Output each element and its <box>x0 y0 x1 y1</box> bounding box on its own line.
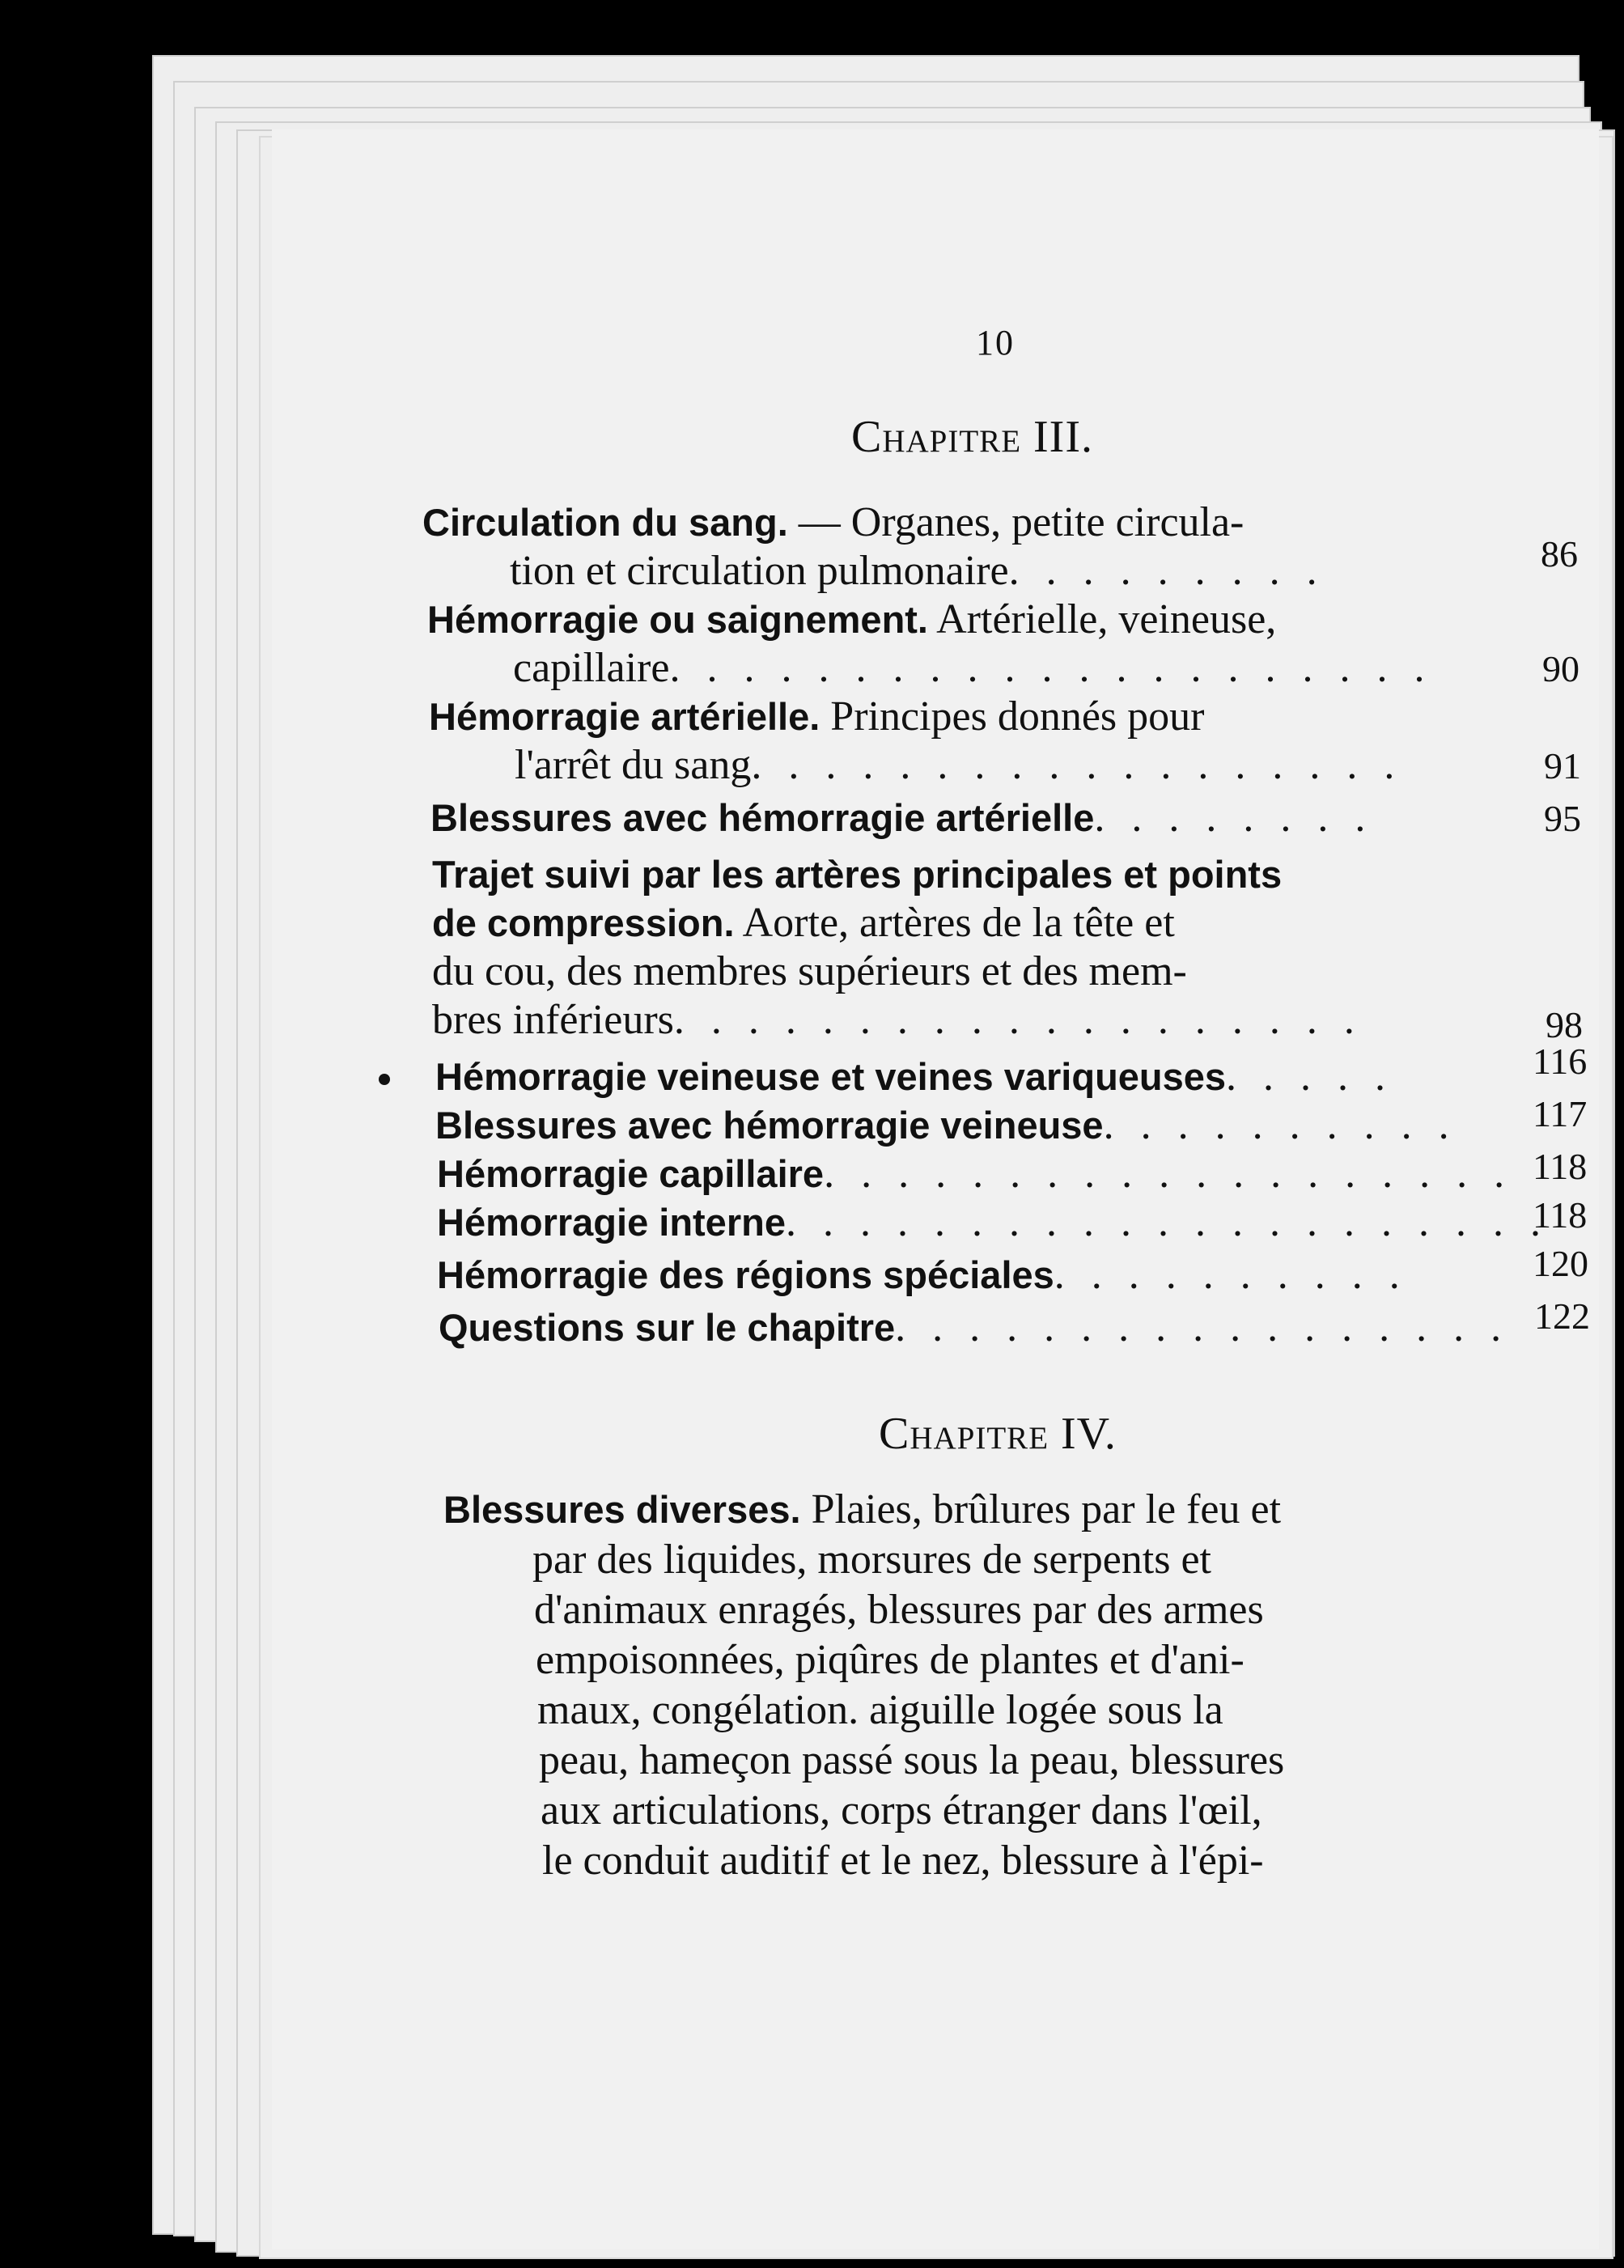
toc-entry-cont: d'animaux enragés, blessures par des armes <box>534 1587 1264 1633</box>
chapter-heading <box>879 1408 1117 1460</box>
toc-page-number: 122 <box>1534 1295 1590 1337</box>
toc-entry-title: Hémorragie artérielle. <box>429 695 820 738</box>
leader-dots: . . . . . . . . . . <box>1054 1252 1408 1298</box>
toc-entry <box>435 1053 1394 1100</box>
toc-entry-text: Artérielle, veineuse, <box>928 596 1277 642</box>
toc-entry-title: Blessures diverses. <box>443 1488 801 1531</box>
toc-entry-title: Hémorragie ou saignement. <box>427 598 928 641</box>
book-page <box>272 129 1599 2249</box>
toc-entry-title: Hémorragie interne <box>437 1201 786 1244</box>
toc-entry-text: bres inférieurs <box>432 997 674 1043</box>
toc-page-number: 118 <box>1533 1146 1588 1187</box>
toc-entry-title: Hémorragie des régions spéciales <box>437 1253 1054 1296</box>
leader-dots: . . . . . . . . . . . . . . . . . . <box>751 742 1403 788</box>
toc-page-number: 86 <box>1541 533 1578 574</box>
toc-entry-title: Hémorragie capillaire <box>437 1152 825 1195</box>
chapter-numeral: III. <box>1033 412 1093 462</box>
chapter-label: Chapitre <box>851 412 1022 462</box>
leader-dots: . . . . . . . . <box>1094 795 1374 841</box>
chapter-label: Chapitre <box>879 1409 1049 1459</box>
toc-entry-cont <box>515 744 1402 786</box>
chapter-numeral: IV. <box>1061 1409 1117 1459</box>
toc-entry <box>429 693 1205 740</box>
toc-entry-cont <box>510 550 1325 592</box>
leader-dots: . . . . . . . . . . . . . . . . . . . . . <box>785 1199 1549 1245</box>
leader-dots: . . . . . . . . . . . . . . . . . . . . . <box>669 645 1433 691</box>
toc-entry-title: Questions sur le chapitre <box>439 1306 896 1349</box>
toc-entry-text: Aorte, artères de la tête et <box>734 900 1175 946</box>
toc-entry-title: Blessures avec hémorragie veineuse <box>435 1104 1104 1147</box>
toc-entry <box>443 1486 1282 1532</box>
toc-entry <box>430 797 1373 839</box>
leader-dots: . . . . . . . . . . <box>1103 1102 1457 1148</box>
toc-entry-cont: par des liquides, morsures de serpents et <box>532 1537 1212 1583</box>
toc-entry-title: Trajet suivi par les artères principales et points <box>432 853 1283 896</box>
toc-entry-title: de compression. <box>432 901 735 944</box>
toc-entry <box>432 854 1282 896</box>
toc-entry-cont <box>432 902 1175 944</box>
leader-dots: . . . . . <box>1226 1053 1394 1100</box>
toc-entry-text: Principes donnés pour <box>820 693 1205 740</box>
toc-entry-cont: empoisonnées, piqûres de plantes et d'ani- <box>536 1637 1245 1683</box>
toc-entry-cont: maux, congélation. aiguille logée sous la <box>537 1687 1223 1733</box>
toc-entry-cont <box>432 999 1363 1041</box>
toc-entry-title: Blessures avec hémorragie artérielle <box>430 796 1095 839</box>
toc-entry-text: Plaies, brûlures par le feu et <box>800 1486 1282 1532</box>
toc-entry-cont: du cou, des membres supérieurs et des mem- <box>432 948 1187 994</box>
toc-page-number: 98 <box>1546 1004 1583 1045</box>
toc-entry <box>427 596 1277 642</box>
toc-entry-title: Circulation du sang. <box>422 501 788 544</box>
leader-dots: . . . . . . . . . . . . . . . . . . . <box>673 997 1363 1043</box>
margin-mark <box>379 1074 390 1085</box>
toc-entry-text: l'arrêt du sang <box>515 742 752 788</box>
toc-page-number: 120 <box>1533 1243 1588 1284</box>
toc-entry <box>437 1199 1549 1245</box>
toc-entry-text: tion et circulation pulmonaire <box>510 548 1009 594</box>
toc-entry-cont: aux articulations, corps étranger dans l'œil, <box>541 1787 1262 1833</box>
toc-entry-title: Hémorragie veineuse et veines variqueuses <box>435 1055 1227 1098</box>
toc-entry-cont: le conduit auditif et le nez, blessure à l'épi- <box>542 1838 1264 1884</box>
toc-entry-text: capillaire <box>513 645 670 691</box>
toc-entry <box>437 1153 1512 1195</box>
toc-entry <box>439 1304 1510 1350</box>
chapter-heading <box>851 411 1093 463</box>
leader-dots: . . . . . . . . . . . . . . . . . <box>895 1304 1510 1350</box>
page-number: 10 <box>976 323 1015 362</box>
toc-page-number: 118 <box>1533 1194 1588 1236</box>
toc-entry-cont <box>513 647 1432 689</box>
toc-page-number: 90 <box>1542 648 1579 689</box>
toc-page-number: 95 <box>1544 798 1581 839</box>
toc-entry <box>437 1254 1408 1296</box>
toc-page-number: 91 <box>1544 745 1581 786</box>
toc-page-number: 116 <box>1533 1041 1588 1082</box>
toc-entry-text: — Organes, petite circula- <box>787 499 1245 545</box>
toc-entry-cont: peau, hameçon passé sous la peau, blessures <box>539 1737 1285 1783</box>
toc-page-number: 117 <box>1533 1093 1588 1134</box>
toc-entry <box>435 1104 1457 1147</box>
toc-entry <box>422 499 1245 545</box>
leader-dots: . . . . . . . . . <box>1008 548 1325 594</box>
leader-dots: . . . . . . . . . . . . . . . . . . . <box>824 1151 1513 1197</box>
